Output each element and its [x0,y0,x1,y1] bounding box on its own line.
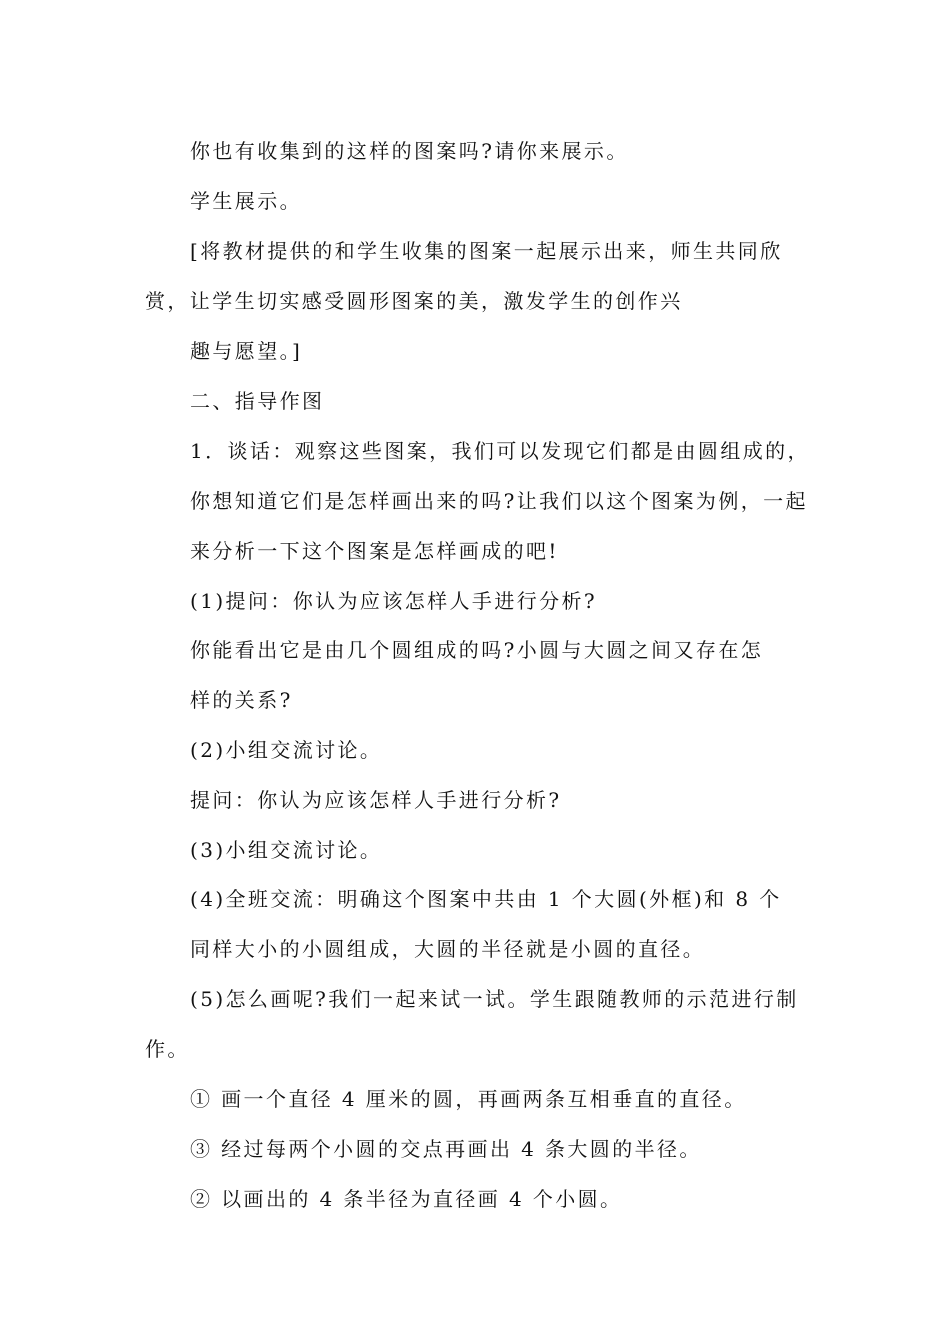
text-line: 学生展示。 [190,189,302,213]
text-line: (1)提问：你认为应该怎样人手进行分析? [190,589,598,613]
text-line: (3)小组交流讨论。 [190,838,383,862]
text-line: 你想知道它们是怎样画出来的吗?让我们以这个图案为例，一起 [190,489,808,513]
text-line: 作。 [145,1037,190,1061]
text-line: 样的关系? [190,688,293,712]
text-line: 趣与愿望。] [190,339,303,363]
text-line: (4)全班交流：明确这个图案中共由 1 个大圆(外框)和 8 个 [190,887,782,911]
text-line: 1．谈话：观察这些图案，我们可以发现它们都是由圆组成的， [190,439,810,463]
text-line: 提问：你认为应该怎样人手进行分析? [190,788,562,812]
section-heading: 二、指导作图 [190,389,325,413]
text-line: ③ 经过每两个小圆的交点再画出 4 条大圆的半径。 [190,1137,702,1161]
text-line: 来分析一下这个图案是怎样画成的吧! [190,539,559,563]
text-line: ① 画一个直径 4 厘米的圆，再画两条互相垂直的直径。 [190,1087,747,1111]
text-line: [将教材提供的和学生收集的图案一起展示出来，师生共同欣 [190,239,783,263]
text-line: 你能看出它是由几个圆组成的吗?小圆与大圆之间又存在怎 [190,638,764,662]
text-line: ② 以画出的 4 条半径为直径画 4 个小圆。 [190,1187,623,1211]
text-line: 你也有收集到的这样的图案吗?请你来展示。 [190,139,629,163]
text-line: 同样大小的小圆组成，大圆的半径就是小圆的直径。 [190,937,706,961]
text-line: (5)怎么画呢?我们一起来试一试。学生跟随教师的示范进行制 [190,987,799,1011]
text-line: 赏，让学生切实感受圆形图案的美，激发学生的创作兴 [145,289,683,313]
text-line: (2)小组交流讨论。 [190,738,383,762]
